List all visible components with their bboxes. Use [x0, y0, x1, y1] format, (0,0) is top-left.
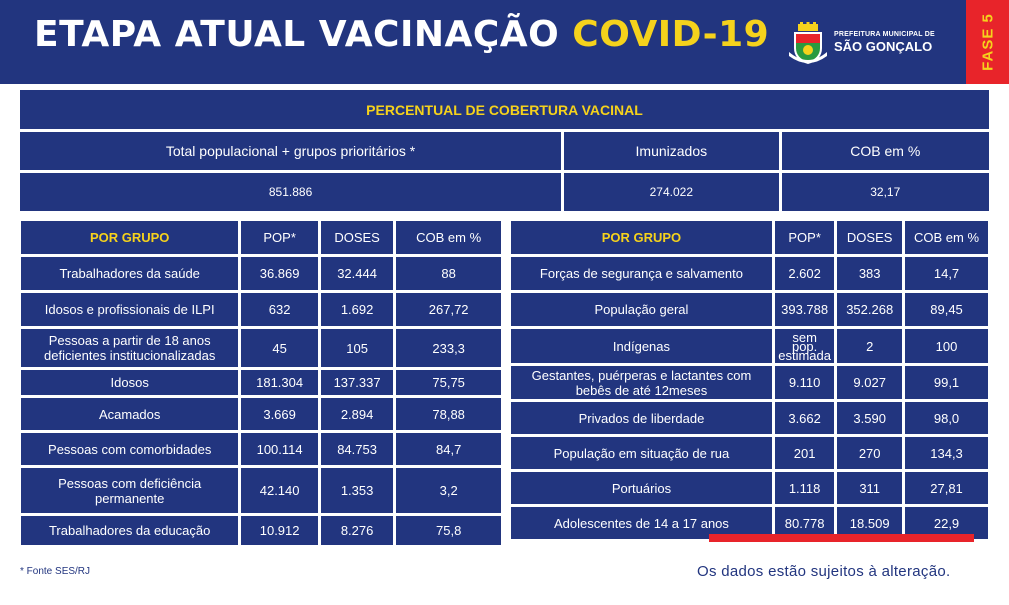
left-header-pop: POP* [241, 221, 317, 254]
table-row [21, 433, 501, 465]
row-cob: 134,3 [905, 437, 988, 469]
row-pop: 42.140 [241, 468, 317, 513]
row-group: População em situação de rua [511, 437, 772, 469]
row-doses: 18.509 [837, 507, 902, 539]
row-doses: 352.268 [837, 293, 902, 326]
right-header-doses: DOSES [837, 221, 902, 254]
table-row [511, 437, 988, 469]
right-header-group: POR GRUPO [511, 221, 772, 254]
row-group: Acamados [21, 398, 238, 430]
page-title [34, 14, 769, 55]
row-doses: 84.753 [321, 433, 393, 465]
row-pop: 36.869 [241, 257, 317, 290]
row-cob: 89,45 [905, 293, 988, 326]
table-row [21, 257, 501, 290]
header-banner [0, 0, 1009, 84]
group-table-left [18, 218, 504, 548]
table-row [21, 329, 501, 367]
row-pop: 3.662 [775, 402, 834, 434]
row-doses: 105 [321, 329, 393, 367]
row-pop: 181.304 [241, 370, 317, 395]
table-row [511, 402, 988, 434]
row-cob: 14,7 [905, 257, 988, 290]
row-pop: 10.912 [241, 516, 317, 545]
row-cob: 233,3 [396, 329, 501, 367]
right-header-pop: POP* [775, 221, 834, 254]
row-group: População geral [511, 293, 772, 326]
row-group: Portuários [511, 472, 772, 504]
table-row [511, 293, 988, 326]
row-pop: 393.788 [775, 293, 834, 326]
table-row [511, 366, 988, 399]
table-row [21, 468, 501, 513]
disclaimer-text: Os dados estão sujeitos à alteração. [697, 563, 951, 580]
row-pop: 45 [241, 329, 317, 367]
cob-value: 32,17 [782, 173, 989, 211]
row-pop: 100.114 [241, 433, 317, 465]
row-cob: 75,75 [396, 370, 501, 395]
row-cob: 99,1 [905, 366, 988, 399]
table-row [511, 257, 988, 290]
row-pop: 2.602 [775, 257, 834, 290]
row-pop: 3.669 [241, 398, 317, 430]
phase-label: FASE 5 [979, 13, 996, 71]
row-doses: 311 [837, 472, 902, 504]
row-cob: 267,72 [396, 293, 501, 326]
row-cob: 75,8 [396, 516, 501, 545]
city-coat-of-arms-icon [788, 22, 828, 66]
total-value: 851.886 [20, 173, 561, 211]
table-row [511, 329, 988, 363]
red-accent-bar [709, 534, 974, 542]
immunized-value: 274.022 [564, 173, 778, 211]
row-group: Idosos e profissionais de ILPI [21, 293, 238, 326]
row-doses: 270 [837, 437, 902, 469]
row-doses: 2.894 [321, 398, 393, 430]
row-group: Privados de liberdade [511, 402, 772, 434]
right-header-cob: COB em % [905, 221, 988, 254]
row-doses: 9.027 [837, 366, 902, 399]
row-pop: 1.118 [775, 472, 834, 504]
phase-badge [966, 0, 1009, 84]
source-note: * Fonte SES/RJ [20, 566, 91, 577]
row-group: Indígenas [511, 329, 772, 363]
table-row [21, 293, 501, 326]
row-pop: 9.110 [775, 366, 834, 399]
col-total-header: Total populacional + grupos prioritários * [20, 132, 561, 170]
table-row [21, 370, 501, 395]
row-cob: 3,2 [396, 468, 501, 513]
row-doses: 8.276 [321, 516, 393, 545]
row-doses: 1.692 [321, 293, 393, 326]
row-pop: sem pop. estimada [775, 329, 834, 363]
row-group: Gestantes, puérperas e lactantes com bebês de até 12meses [511, 366, 772, 399]
left-header-doses: DOSES [321, 221, 393, 254]
row-cob: 78,88 [396, 398, 501, 430]
col-immunized-header: Imunizados [564, 132, 778, 170]
row-doses: 32.444 [321, 257, 393, 290]
table-row [21, 516, 501, 545]
coverage-summary-table [17, 87, 992, 214]
left-header-group: POR GRUPO [21, 221, 238, 254]
row-pop: 632 [241, 293, 317, 326]
row-doses: 3.590 [837, 402, 902, 434]
row-group: Forças de segurança e salvamento [511, 257, 772, 290]
row-doses: 383 [837, 257, 902, 290]
row-cob: 100 [905, 329, 988, 363]
title-main: ETAPA ATUAL VACINAÇÃO [34, 14, 573, 55]
row-doses: 2 [837, 329, 902, 363]
row-group: Adolescentes de 14 a 17 anos [511, 507, 772, 539]
row-cob: 98,0 [905, 402, 988, 434]
brand-text [834, 31, 935, 54]
row-cob: 88 [396, 257, 501, 290]
row-pop: 201 [775, 437, 834, 469]
group-table-right [508, 218, 991, 542]
row-group: Trabalhadores da educação [21, 516, 238, 545]
table-row [21, 398, 501, 430]
row-doses: 137.337 [321, 370, 393, 395]
brand-line1: PREFEITURA MUNICIPAL DE [834, 31, 935, 38]
left-header-cob: COB em % [396, 221, 501, 254]
col-cob-header: COB em % [782, 132, 989, 170]
row-cob: 84,7 [396, 433, 501, 465]
coverage-title: PERCENTUAL DE COBERTURA VACINAL [20, 90, 989, 129]
row-group: Trabalhadores da saúde [21, 257, 238, 290]
row-cob: 27,81 [905, 472, 988, 504]
row-doses: 1.353 [321, 468, 393, 513]
row-group: Pessoas com deficiência permanente [21, 468, 238, 513]
row-group: Idosos [21, 370, 238, 395]
title-highlight: COVID-19 [572, 14, 770, 55]
row-group: Pessoas a partir de 18 anos deficientes institucionalizadas [21, 329, 238, 367]
brand-line2: SÃO GONÇALO [834, 39, 933, 54]
table-row [511, 472, 988, 504]
row-cob: 22,9 [905, 507, 988, 539]
row-pop: 80.778 [775, 507, 834, 539]
row-group: Pessoas com comorbidades [21, 433, 238, 465]
